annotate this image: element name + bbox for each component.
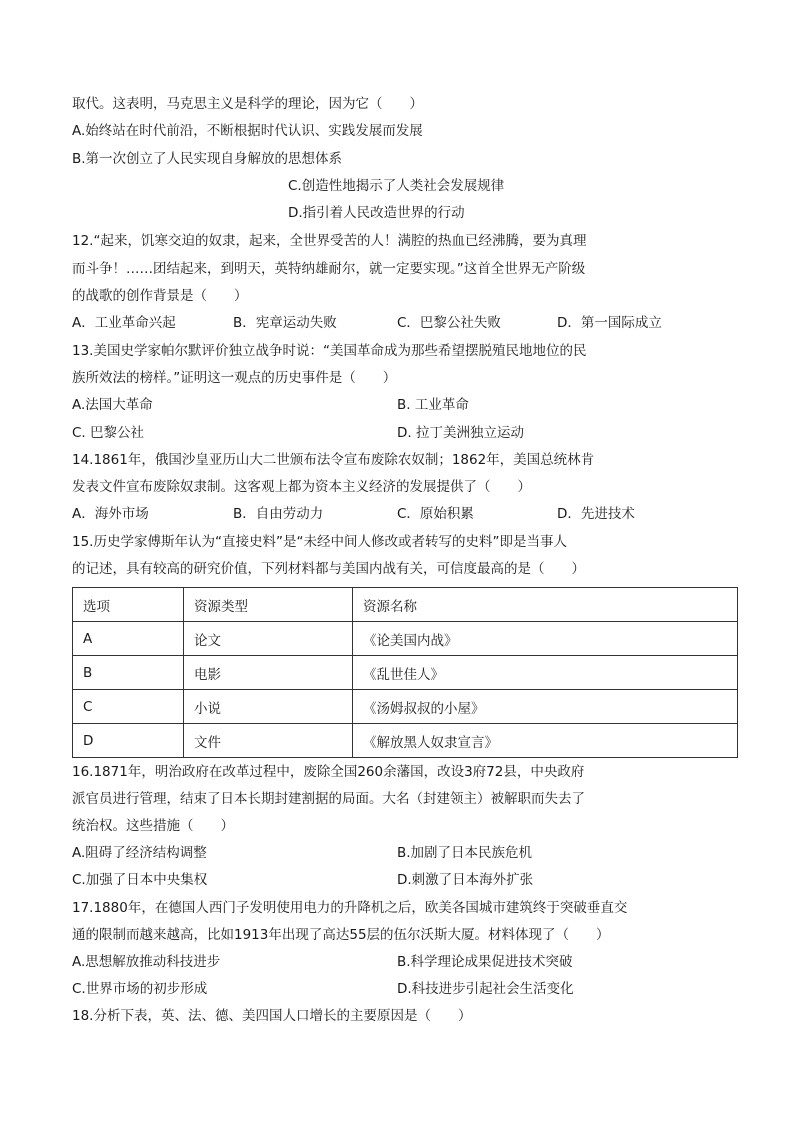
table-row (73, 690, 738, 724)
table-cell: B (73, 656, 184, 690)
q16-option-b: B.加剧了日本民族危机 (397, 845, 533, 861)
table-cell: C (73, 690, 184, 724)
q17-option-c: C.世界市场的初步形成 (72, 981, 208, 997)
table-row (73, 724, 738, 758)
q17-line-1: 17.1880年，在德国人西门子发明使用电力的升降机之后，欧美各国城市建筑终于突破垂直交 (72, 900, 628, 916)
q12-option-b: B．宪章运动失败 (233, 315, 337, 331)
q13-option-d: D. 拉丁美洲独立运动 (397, 425, 524, 441)
q16-line-1: 16.1871年，明治政府在改革过程中，废除全国260余藩国，改设3府72县，中央政府 (72, 764, 585, 780)
q15-line-2: 的记述，具有较高的研究价值，下列材料都与美国内战有关，可信度最高的是（ ） (72, 561, 585, 577)
q13-line-1: 13.美国史学家帕尔默评价独立战争时说：“美国革命成为那些希望摆脱殖民地地位的民 (72, 343, 587, 359)
table-cell: 《乱世佳人》 (353, 656, 738, 690)
q17-option-b: B.科学理论成果促进技术突破 (397, 954, 573, 970)
q13-option-a: A.法国大革命 (72, 397, 153, 413)
q17-option-d: D.科技进步引起社会生活变化 (397, 981, 574, 997)
q12-option-d: D．第一国际成立 (557, 315, 662, 331)
table-cell: D (73, 724, 184, 758)
table-cell: 《汤姆叔叔的小屋》 (353, 690, 738, 724)
q11-option-c: C.创造性地揭示了人类社会发展规律 (288, 178, 505, 194)
q16-option-a: A.阻碍了经济结构调整 (72, 845, 207, 861)
table-header-cell: 资源名称 (353, 588, 738, 622)
q17-option-a: A.思想解放推动科技进步 (72, 954, 221, 970)
q18-line-1: 18.分析下表，英、法、德、美四国人口增长的主要原因是（ ） (72, 1008, 472, 1024)
table-cell: A (73, 622, 184, 656)
table-row (73, 622, 738, 656)
q16-line-3: 统治权。这些措施（ ） (72, 818, 234, 834)
q13-line-2: 族所效法的榜样。”证明这一观点的历史事件是（ ） (72, 370, 397, 386)
table-header-cell: 选项 (73, 588, 184, 622)
q12-option-a: A．工业革命兴起 (72, 315, 176, 331)
table-cell: 《论美国内战》 (353, 622, 738, 656)
table-row (73, 656, 738, 690)
q16-option-d: D.刺激了日本海外扩张 (397, 872, 534, 888)
q14-option-a: A．海外市场 (72, 506, 149, 522)
table-header-cell: 资源类型 (184, 588, 353, 622)
table-cell: 论文 (184, 622, 353, 656)
q14-line-1: 14.1861年，俄国沙皇亚历山大二世颁布法令宣布废除农奴制；1862年，美国总统林肯 (72, 452, 595, 468)
q12-line-1: 12.“起来，饥寒交迫的奴隶，起来，全世界受苦的人！满腔的热血已经沸腾，要为真理 (72, 233, 587, 249)
table-cell: 小说 (184, 690, 353, 724)
q13-option-b: B. 工业革命 (397, 397, 469, 413)
q13-option-c: C. 巴黎公社 (72, 425, 145, 441)
q12-line-2: 而斗争！……团结起来，到明天，英特纳雄耐尔，就一定要实现。”这首全世界无产阶级 (72, 261, 586, 277)
q15-line-1: 15.历史学家傅斯年认为“直接史料”是“未经中间人修改或者转写的史料”即是当事人 (72, 534, 567, 550)
q11-option-b: B.第一次创立了人民实现自身解放的思想体系 (72, 151, 343, 167)
table-cell: 电影 (184, 656, 353, 690)
q16-option-c: C.加强了日本中央集权 (72, 872, 208, 888)
q14-line-2: 发表文件宣布废除奴隶制。这客观上都为资本主义经济的发展提供了（ ） (72, 479, 531, 495)
q11-option-a: A.始终站在时代前沿，不断根据时代认识、实践发展而发展 (72, 123, 423, 139)
q12-option-c: C．巴黎公社失败 (397, 315, 501, 331)
q14-option-b: B．自由劳动力 (233, 506, 324, 522)
q14-option-d: D．先进技术 (557, 506, 635, 522)
q17-line-2: 通的限制而越来越高，比如1913年出现了高达55层的伍尔沃斯大厦。材料体现了（ ） (72, 927, 610, 943)
q15-source-table (72, 587, 738, 758)
table-cell: 文件 (184, 724, 353, 758)
q14-option-c: C．原始积累 (397, 506, 474, 522)
q11-stem: 取代。这表明，马克思主义是科学的理论，因为它（ ） (72, 96, 423, 112)
table-cell: 《解放黑人奴隶宣言》 (353, 724, 738, 758)
q11-option-d: D.指引着人民改造世界的行动 (288, 205, 465, 221)
table-header-row (73, 588, 738, 622)
q16-line-2: 派官员进行管理，结束了日本长期封建割据的局面。大名（封建领主）被解职而失去了 (72, 791, 585, 807)
q12-line-3: 的战歌的创作背景是（ ） (72, 288, 248, 304)
